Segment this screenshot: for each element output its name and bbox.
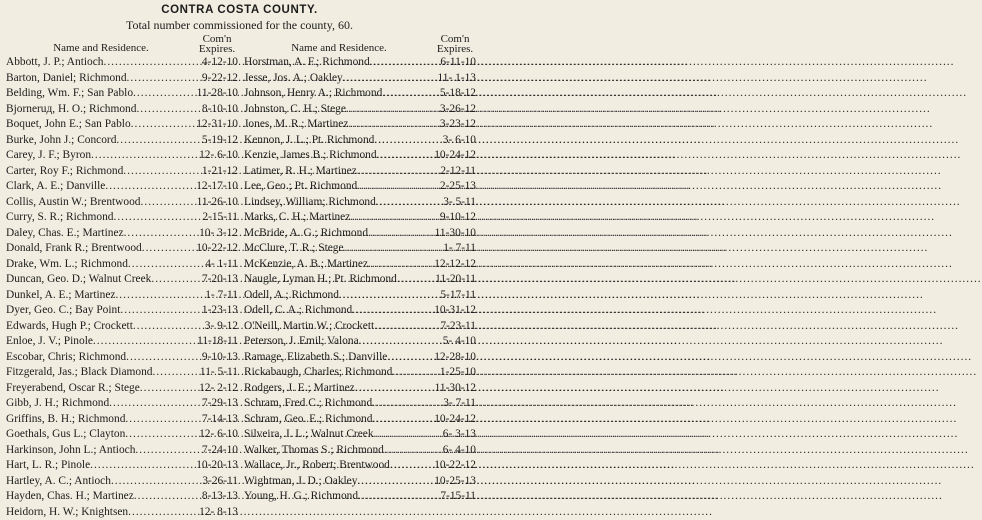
entry-name-residence: Barton, Daniel; Richmond xyxy=(6,71,127,87)
entry-expiry-date: 3-23-12 xyxy=(439,117,476,133)
leader-dots xyxy=(134,489,201,505)
entry-expiry-date: 7-23-11 xyxy=(439,319,476,335)
entry-expiry-date: 1-25-10 xyxy=(439,365,476,381)
leader-dots xyxy=(344,241,443,257)
entry-expiry-date: 12- 6-10 xyxy=(198,148,238,164)
leader-dots xyxy=(133,319,204,335)
name-header: Name and Residence. xyxy=(6,43,196,54)
leader-dots xyxy=(368,257,433,273)
entry-expiry-date: 6- 4-10 xyxy=(442,443,476,459)
roster-column-left xyxy=(6,33,238,520)
entry-name-residence: Collis, Austin W.; Brentwood xyxy=(6,195,141,211)
entry-name-residence: Donald, Frank R.; Brentwood xyxy=(6,241,142,257)
roster-entry xyxy=(244,412,476,428)
entry-expiry-date: 6- 3-13 xyxy=(442,427,476,443)
roster-entry xyxy=(6,257,238,273)
entry-name-residence: Odell, C. A.; Richmond xyxy=(244,303,352,319)
leader-dots xyxy=(359,334,442,350)
entry-name-residence: Young, H. G.; Richmond xyxy=(244,489,358,505)
leader-dots xyxy=(135,443,201,459)
entry-expiry-date: 7-29-13 xyxy=(201,396,238,412)
leader-dots xyxy=(374,427,442,443)
roster-entry xyxy=(244,86,476,102)
entry-expiry-date: 12-17-10 xyxy=(195,179,238,195)
entry-expiry-date: 11-20-11 xyxy=(434,272,476,288)
leader-dots xyxy=(115,288,204,304)
entry-name-residence: McClure, T. R.; Stege xyxy=(244,241,344,257)
entry-name-residence: Rodgers, J. E.; Martinez xyxy=(244,381,355,397)
leader-dots xyxy=(346,102,439,118)
roster-entry xyxy=(244,396,476,412)
roster-entry xyxy=(6,226,238,242)
roster-entry xyxy=(6,505,238,520)
entry-name-residence: Harkinson, John L.; Antioch xyxy=(6,443,135,459)
roster-entry xyxy=(6,71,238,87)
leader-dots xyxy=(358,489,439,505)
leader-dots xyxy=(128,257,204,273)
roster-entry xyxy=(6,133,238,149)
entry-expiry-date: 11- 5-11 xyxy=(199,365,238,381)
entry-name-residence: Wightman, J. D.; Oakley xyxy=(244,474,357,490)
entry-name-residence: O'Neill, Martin W.; Crockett xyxy=(244,319,374,335)
entry-name-residence: Escobar, Chris; Richmond xyxy=(6,350,126,366)
roster-entry xyxy=(244,303,476,319)
roster-entry xyxy=(6,334,238,350)
roster-entry xyxy=(6,86,238,102)
roster-entry xyxy=(6,443,238,459)
leader-dots xyxy=(377,148,434,164)
expires-header xyxy=(196,34,238,54)
roster-entry xyxy=(6,288,238,304)
entry-expiry-date: 3-26-11 xyxy=(201,474,238,490)
leader-dots xyxy=(127,71,201,87)
roster-entry xyxy=(244,474,476,490)
entry-expiry-date: 10-24-12 xyxy=(433,412,476,428)
leader-dots xyxy=(387,350,433,366)
leader-dots xyxy=(93,334,196,350)
name-header: Name and Residence. xyxy=(244,43,434,54)
roster-entry xyxy=(244,365,476,381)
leader-dots xyxy=(152,365,198,381)
leader-dots xyxy=(105,179,195,195)
entry-expiry-date: 12- 8-13 xyxy=(198,505,238,520)
entry-name-residence: Clark, A. E.; Danville xyxy=(6,179,105,195)
leader-dots xyxy=(90,458,195,474)
leader-dots xyxy=(355,381,434,397)
entry-name-residence: Silveira, J. L.; Walnut Creek xyxy=(244,427,374,443)
roster-entry xyxy=(244,148,476,164)
roster-entry xyxy=(244,257,476,273)
entry-name-residence: Abbott, J. P.; Antioch xyxy=(6,55,103,71)
leader-dots xyxy=(372,412,433,428)
leader-dots xyxy=(126,350,201,366)
expires-header-line2: Expires. xyxy=(199,43,235,55)
entry-expiry-date: 3- 6-10 xyxy=(442,133,476,149)
roster-entry xyxy=(244,319,476,335)
entry-expiry-date: 12- 6-10 xyxy=(198,427,238,443)
entry-expiry-date: 4- 1-11 xyxy=(204,257,238,273)
entry-expiry-date: 1- 7-11 xyxy=(204,288,238,304)
entry-name-residence: Schram, Geo. E.; Richmond xyxy=(244,412,372,428)
roster-entry xyxy=(6,117,238,133)
entry-expiry-date: 10-25-13 xyxy=(433,474,476,490)
roster-column-right xyxy=(244,33,476,520)
entry-expiry-date: 7-14-13 xyxy=(201,412,238,428)
entry-name-residence: Ramage, Elizabeth S.; Danville xyxy=(244,350,387,366)
leader-dots xyxy=(141,195,196,211)
roster-entry xyxy=(244,226,476,242)
entry-name-residence: Jesse, Jos. A.; Oakley xyxy=(244,71,343,87)
roster-columns xyxy=(6,33,473,520)
entry-name-residence: Horstman, A. F.; Richmond xyxy=(244,55,370,71)
entry-name-residence: Odell, A.; Richmond xyxy=(244,288,339,304)
entry-expiry-date: 5-19-12 xyxy=(201,133,238,149)
roster-entry xyxy=(6,350,238,366)
leader-dots xyxy=(374,133,441,149)
roster-entry xyxy=(244,195,476,211)
entry-expiry-date: 3- 9-12 xyxy=(204,319,238,335)
entry-expiry-date: 7-15-11 xyxy=(439,489,476,505)
roster-entry xyxy=(244,272,476,288)
roster-entry xyxy=(244,288,476,304)
entry-name-residence: Drake, Wm. L.; Richmond xyxy=(6,257,128,273)
entry-name-residence: Enloe, J. V.; Pinole xyxy=(6,334,93,350)
entry-name-residence: Daley, Chas. E.; Martinez xyxy=(6,226,124,242)
entry-expiry-date: 5- 4-10 xyxy=(442,334,476,350)
entry-name-residence: Walker, Thomas S.; Richmond xyxy=(244,443,384,459)
entry-name-residence: Schram, Fred C.; Richmond xyxy=(244,396,372,412)
leader-dots xyxy=(140,381,198,397)
entry-expiry-date: 2-25-13 xyxy=(439,179,476,195)
entry-name-residence: Goethals, Gus L.; Clayton xyxy=(6,427,125,443)
entry-name-residence: Burke, John J.; Concord xyxy=(6,133,116,149)
leader-dots xyxy=(376,195,442,211)
leader-dots xyxy=(350,210,439,226)
leader-dots xyxy=(343,71,437,87)
entry-name-residence: Hart, L. R.; Pinole xyxy=(6,458,90,474)
roster-entry xyxy=(6,458,238,474)
entry-name-residence: Johnston, C. H.; Stege xyxy=(244,102,346,118)
roster-entry xyxy=(6,474,238,490)
entry-name-residence: Edwards, Hugh P.; Crockett xyxy=(6,319,133,335)
entry-name-residence: Marks, C. H.; Martinez xyxy=(244,210,350,226)
entry-name-residence: Naugle, Lyman H.; Pt. Richmond xyxy=(244,272,397,288)
entry-name-residence: Carter, Roy F.; Richmond xyxy=(6,164,123,180)
entry-expiry-date: 4-12-10 xyxy=(201,55,238,71)
roster-entry xyxy=(244,102,476,118)
entry-expiry-date: 11-28-10 xyxy=(196,86,238,102)
leader-dots xyxy=(131,117,196,133)
county-subtitle: Total number commissioned for the county, 60. xyxy=(6,17,473,33)
expires-header xyxy=(434,34,476,54)
roster-entry xyxy=(6,303,238,319)
entry-expiry-date: 2-15-11 xyxy=(201,210,238,226)
entry-expiry-date: 11- 1-13 xyxy=(437,71,477,87)
entry-name-residence: Boquet, John E.; San Pablo xyxy=(6,117,131,133)
leader-dots xyxy=(125,412,201,428)
entry-expiry-date: 5-18-12 xyxy=(439,86,476,102)
leader-dots xyxy=(382,86,439,102)
entry-expiry-date: 9-22-12 xyxy=(201,71,238,87)
leader-dots xyxy=(103,55,200,71)
column-header xyxy=(244,33,476,54)
leader-dots xyxy=(339,288,439,304)
entry-name-residence: Latimer, R. H.; Martinez xyxy=(244,164,357,180)
leader-dots xyxy=(370,55,440,71)
leader-dots xyxy=(125,427,198,443)
leader-dots xyxy=(123,164,201,180)
entry-name-residence: McBride, A. G.; Richmond xyxy=(244,226,368,242)
entry-name-residence: Fitzgerald, Jas.; Black Diamond xyxy=(6,365,152,381)
roster-entry xyxy=(6,195,238,211)
entry-expiry-date: 11-30-12 xyxy=(434,381,476,397)
entry-expiry-date: 1-23-13 xyxy=(201,303,238,319)
leader-dots xyxy=(357,179,439,195)
entry-expiry-date: 7-20-13 xyxy=(201,272,238,288)
leader-dots xyxy=(384,443,442,459)
roster-entry xyxy=(244,210,476,226)
entry-name-residence: Lindsey, William; Richmond xyxy=(244,195,376,211)
entry-name-residence: Belding, Wm. F.; San Pablo xyxy=(6,86,133,102)
roster-entry xyxy=(244,117,476,133)
entry-expiry-date: 10-20-13 xyxy=(195,458,238,474)
leader-dots xyxy=(390,458,433,474)
leader-dots xyxy=(142,241,196,257)
entry-expiry-date: 10-24-12 xyxy=(433,148,476,164)
entry-name-residence: Kenzie, James B.; Richmond xyxy=(244,148,377,164)
entry-expiry-date: 12-28-10 xyxy=(433,350,476,366)
leader-dots xyxy=(136,102,200,118)
entry-name-residence: Dunkel, A. E.; Martinez xyxy=(6,288,115,304)
leader-dots xyxy=(91,148,198,164)
entry-name-residence: Jones, M. R.; Martinez xyxy=(244,117,348,133)
roster-rows-right xyxy=(244,55,476,505)
leader-dots xyxy=(372,396,442,412)
roster-entry xyxy=(6,319,238,335)
entry-name-residence: Carey, J. F.; Byron xyxy=(6,148,91,164)
roster-entry xyxy=(6,210,238,226)
entry-expiry-date: 1-21-12 xyxy=(201,164,238,180)
expires-header-line2: Expires. xyxy=(437,43,473,55)
entry-expiry-date: 3- 5-11 xyxy=(442,195,476,211)
entry-expiry-date: 6-11-10 xyxy=(439,55,476,71)
roster-entry xyxy=(6,381,238,397)
entry-name-residence: Curry, S. R.; Richmond xyxy=(6,210,113,226)
roster-entry xyxy=(6,179,238,195)
roster-entry xyxy=(6,148,238,164)
entry-expiry-date: 12- 2-12 xyxy=(198,381,238,397)
roster-entry xyxy=(244,427,476,443)
entry-expiry-date: 10-31-12 xyxy=(433,303,476,319)
roster-entry xyxy=(244,458,476,474)
roster-entry xyxy=(244,55,476,71)
entry-expiry-date: 11-30-10 xyxy=(434,226,476,242)
leader-dots xyxy=(348,117,439,133)
entry-expiry-date: 10- 3-12 xyxy=(198,226,238,242)
roster-entry xyxy=(244,381,476,397)
roster-rows-left xyxy=(6,55,238,520)
entry-name-residence: Dyer, Geo. C.; Bay Point xyxy=(6,303,120,319)
leader-dots xyxy=(368,226,434,242)
entry-name-residence: Duncan, Geo. D.; Walnut Creek xyxy=(6,272,151,288)
roster-entry xyxy=(244,164,476,180)
roster-entry xyxy=(6,164,238,180)
entry-expiry-date: 7-24-10 xyxy=(201,443,238,459)
roster-entry xyxy=(6,427,238,443)
leader-dots xyxy=(124,226,199,242)
roster-entry xyxy=(6,241,238,257)
entry-name-residence: Rickabaugh, Charles; Richmond xyxy=(244,365,392,381)
county-title: CONTRA COSTA COUNTY. xyxy=(6,3,473,17)
expires-header-line1: Com'n xyxy=(441,33,470,45)
roster-entry xyxy=(244,443,476,459)
roster-entry xyxy=(244,241,476,257)
entry-name-residence: Griffins, B. H.; Richmond xyxy=(6,412,125,428)
leader-dots xyxy=(151,272,201,288)
entry-name-residence: Heidorn, H. W.; Knightsen xyxy=(6,505,128,520)
entry-name-residence: Kennon, J. L.; Pt. Richmond xyxy=(244,133,374,149)
entry-expiry-date: 12-12-12 xyxy=(433,257,476,273)
leader-dots xyxy=(111,474,201,490)
entry-expiry-date: 5-17-11 xyxy=(439,288,476,304)
roster-entry xyxy=(244,350,476,366)
entry-expiry-date: 2-12-11 xyxy=(439,164,476,180)
entry-expiry-date: 11-18-11 xyxy=(196,334,238,350)
entry-name-residence: Peterson, J. Emil; Valona xyxy=(244,334,359,350)
leader-dots xyxy=(109,396,201,412)
leader-dots xyxy=(113,210,201,226)
leader-dots xyxy=(392,365,439,381)
expires-header-line1: Com'n xyxy=(203,33,232,45)
entry-expiry-date: 3-26-12 xyxy=(439,102,476,118)
entry-expiry-date: 12-31-10 xyxy=(195,117,238,133)
entry-name-residence: Freyerabend, Oscar R.; Stege xyxy=(6,381,140,397)
roster-entry xyxy=(6,102,238,118)
roster-entry xyxy=(244,334,476,350)
leader-dots xyxy=(357,164,440,180)
roster-entry xyxy=(6,365,238,381)
roster-entry xyxy=(6,489,238,505)
entry-expiry-date: 9-10-13 xyxy=(201,350,238,366)
leader-dots xyxy=(116,133,201,149)
entry-name-residence: Lee, Geo.; Pt. Richmond xyxy=(244,179,357,195)
entry-name-residence: Gibb, J. H.; Richmond xyxy=(6,396,109,412)
entry-name-residence: Wallace, Jr., Robert; Brentwood xyxy=(244,458,390,474)
entry-expiry-date: 1- 7-11 xyxy=(442,241,476,257)
roster-entry xyxy=(244,179,476,195)
leader-dots xyxy=(133,86,196,102)
entry-name-residence: Hayden, Chas. H.; Martinez xyxy=(6,489,134,505)
entry-expiry-date: 11-26-10 xyxy=(196,195,238,211)
entry-name-residence: Hartley, A. C.; Antioch xyxy=(6,474,111,490)
entry-expiry-date: 3- 7-11 xyxy=(442,396,476,412)
leader-dots xyxy=(352,303,433,319)
document-page xyxy=(0,0,477,442)
entry-expiry-date: 9-10-12 xyxy=(439,210,476,226)
leader-dots xyxy=(120,303,201,319)
roster-entry xyxy=(244,489,476,505)
roster-entry xyxy=(244,133,476,149)
entry-expiry-date: 10-22-12 xyxy=(195,241,238,257)
roster-entry xyxy=(6,272,238,288)
column-header xyxy=(6,33,238,54)
roster-entry xyxy=(6,55,238,71)
entry-name-residence: Johnson, Henry A.; Richmond xyxy=(244,86,382,102)
roster-entry xyxy=(6,412,238,428)
leader-dots xyxy=(128,505,198,520)
entry-expiry-date: 8-10-10 xyxy=(201,102,238,118)
entry-expiry-date: 8-13-13 xyxy=(201,489,238,505)
roster-entry xyxy=(6,396,238,412)
leader-dots xyxy=(357,474,433,490)
entry-name-residence: McKenzie, A. B.; Martinez xyxy=(244,257,368,273)
leader-dots xyxy=(374,319,439,335)
roster-entry xyxy=(244,71,476,87)
entry-expiry-date: 10-22-12 xyxy=(433,458,476,474)
leader-dots xyxy=(397,272,434,288)
entry-name-residence: Bjorneruд, H. O.; Richmond xyxy=(6,102,136,118)
